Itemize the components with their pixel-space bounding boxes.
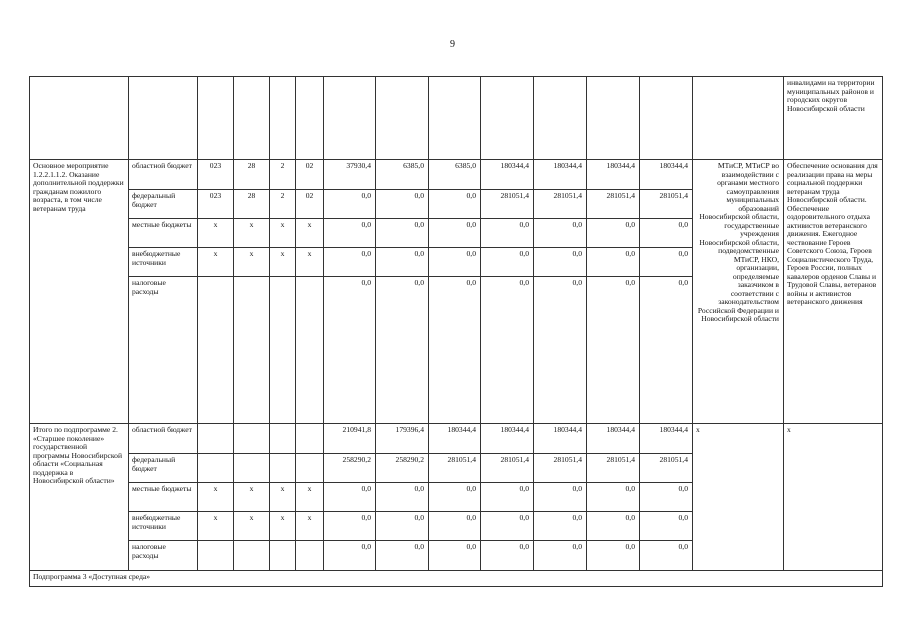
funding-source-cell: внебюджетные источники [129,512,198,541]
amount-cell: 0,0 [429,248,481,277]
budget-code-cell: x [270,248,296,277]
budget-code-cell: x [270,483,296,512]
continuation-result-cell: инвалидами на территории муниципальных районов и городских округов Новосибирской области [784,77,883,160]
amount-cell: 0,0 [587,483,640,512]
budget-code-cell: 2 [270,160,296,190]
amount-cell: 281051,4 [429,454,481,483]
amount-cell: 0,0 [587,541,640,571]
executor-cell: x [693,424,784,571]
amount-cell: 0,0 [587,219,640,248]
amount-cell: 0,0 [534,541,587,571]
funding-source-cell: областной бюджет [129,424,198,454]
amount-cell: 0,0 [429,190,481,219]
funding-source-cell: налоговые расходы [129,277,198,424]
budget-code-cell: x [198,483,234,512]
amount-cell: 0,0 [534,512,587,541]
amount-cell: 0,0 [376,277,429,424]
amount-cell: 0,0 [429,483,481,512]
amount-cell: 210941,8 [324,424,376,454]
amount-cell: 0,0 [376,483,429,512]
funding-source-cell: областной бюджет [129,160,198,190]
budget-code-cell: 023 [198,160,234,190]
budget-code-cell [270,454,296,483]
amount-cell: 0,0 [640,541,693,571]
budget-code-cell: x [234,219,270,248]
budget-code-cell [296,277,324,424]
amount-cell: 0,0 [640,219,693,248]
amount-cell: 0,0 [587,277,640,424]
budget-code-cell [198,541,234,571]
block-subprogram-total [30,424,883,571]
amount-cell: 281051,4 [481,190,534,219]
amount-cell: 180344,4 [640,424,693,454]
amount-cell: 0,0 [376,512,429,541]
funding-row [30,160,883,190]
amount-cell: 0,0 [587,248,640,277]
amount-cell: 0,0 [640,483,693,512]
budget-code-cell: x [270,219,296,248]
budget-code-cell: x [296,248,324,277]
amount-cell: 0,0 [429,277,481,424]
amount-cell: 281051,4 [640,454,693,483]
budget-code-cell: x [198,512,234,541]
amount-cell: 0,0 [481,541,534,571]
expected-result-cell: Обеспечение основания для реализации права на меры социальной поддержки ветеранам труда Новосибирской области. Обеспечение оздоровительного отдыха активистов ветеранского движения. Ежегодное чествование Героев Советского Союза, Героев Социалистического Труда, Героев России, полных кавалеров орденов Славы и Трудовой Славы, ветеранов войны и активистов ветеранского движения [784,160,883,424]
budget-code-cell [198,424,234,454]
budget-code-cell [296,424,324,454]
amount-cell: 0,0 [376,248,429,277]
amount-cell: 0,0 [324,277,376,424]
budget-code-cell: 28 [234,160,270,190]
amount-cell: 0,0 [324,219,376,248]
subprogram-3-row [30,571,883,587]
budget-code-cell [198,277,234,424]
amount-cell: 258290,2 [324,454,376,483]
continuation-row [30,77,883,160]
amount-cell: 180344,4 [429,424,481,454]
amount-cell: 281051,4 [587,190,640,219]
subprogram-3-title: Подпрограмма 3 «Доступная среда» [30,571,883,587]
amount-cell: 281051,4 [481,454,534,483]
amount-cell: 37930,4 [324,160,376,190]
budget-code-cell: 023 [198,190,234,219]
amount-cell: 281051,4 [534,454,587,483]
budget-code-cell [198,454,234,483]
amount-cell: 0,0 [481,277,534,424]
amount-cell: 0,0 [324,248,376,277]
budget-code-cell: 02 [296,190,324,219]
budget-code-cell: 28 [234,190,270,219]
amount-cell: 281051,4 [534,190,587,219]
budget-code-cell: 02 [296,160,324,190]
amount-cell: 0,0 [481,219,534,248]
amount-cell: 0,0 [534,277,587,424]
amount-cell: 0,0 [376,190,429,219]
amount-cell: 0,0 [640,512,693,541]
funding-source-cell: местные бюджеты [129,219,198,248]
amount-cell: 0,0 [587,512,640,541]
program-table [29,76,883,587]
amount-cell: 0,0 [429,541,481,571]
activity-name-cell: Итого по подпрограмме 2. «Старшее поколение» государственной программы Новосибирской области «Социальная поддержка в Новосибирской области» [30,424,129,571]
amount-cell: 0,0 [481,483,534,512]
amount-cell: 0,0 [324,541,376,571]
funding-source-cell: местные бюджеты [129,483,198,512]
amount-cell: 0,0 [429,219,481,248]
budget-code-cell: x [296,512,324,541]
budget-code-cell: x [234,483,270,512]
amount-cell: 180344,4 [481,160,534,190]
amount-cell: 281051,4 [640,190,693,219]
budget-code-cell: x [296,483,324,512]
budget-code-cell: 2 [270,190,296,219]
budget-code-cell [296,454,324,483]
amount-cell: 0,0 [534,483,587,512]
page-number: 9 [450,39,455,50]
amount-cell: 180344,4 [587,160,640,190]
budget-code-cell: x [234,248,270,277]
amount-cell: 0,0 [534,248,587,277]
funding-source-cell: внебюджетные источники [129,248,198,277]
budget-code-cell: x [198,219,234,248]
amount-cell: 180344,4 [481,424,534,454]
executor-cell: МТиСР, МТиСР во взаимодействии с органами местного самоуправления муниципальных образований Новосибирской области, государственные учреждения Новосибирской области, подведомственные МТиСР, НКО, организации, определяемые заказчиком в соответствии с законодательством Российской Федерации и Новосибирской области [693,160,784,424]
budget-code-cell [270,277,296,424]
amount-cell: 258290,2 [376,454,429,483]
amount-cell: 0,0 [429,512,481,541]
amount-cell: 0,0 [324,512,376,541]
amount-cell: 179396,4 [376,424,429,454]
funding-source-cell: федеральный бюджет [129,190,198,219]
block-main-activity [30,160,883,424]
amount-cell: 0,0 [376,541,429,571]
budget-code-cell [234,424,270,454]
budget-code-cell [234,541,270,571]
budget-code-cell [234,277,270,424]
budget-code-cell: x [296,219,324,248]
budget-code-cell: x [198,248,234,277]
budget-code-cell [270,541,296,571]
amount-cell: 6385,0 [376,160,429,190]
budget-code-cell [270,424,296,454]
expected-result-cell: x [784,424,883,571]
amount-cell: 0,0 [376,219,429,248]
amount-cell: 281051,4 [587,454,640,483]
amount-cell: 0,0 [534,219,587,248]
funding-row [30,424,883,454]
funding-source-cell: федеральный бюджет [129,454,198,483]
amount-cell: 0,0 [640,277,693,424]
budget-code-cell [234,454,270,483]
budget-code-cell: x [234,512,270,541]
amount-cell: 180344,4 [587,424,640,454]
amount-cell: 0,0 [324,483,376,512]
budget-code-cell: x [270,512,296,541]
amount-cell: 0,0 [481,512,534,541]
amount-cell: 180344,4 [640,160,693,190]
funding-source-cell: налоговые расходы [129,541,198,571]
amount-cell: 180344,4 [534,160,587,190]
amount-cell: 0,0 [640,248,693,277]
activity-name-cell: Основное мероприятие 1.2.2.1.1.2. Оказание дополнительной поддержки гражданам пожилого возраста, в том числе ветеранам труда [30,160,129,424]
amount-cell: 6385,0 [429,160,481,190]
amount-cell: 0,0 [481,248,534,277]
budget-code-cell [296,541,324,571]
amount-cell: 0,0 [324,190,376,219]
amount-cell: 180344,4 [534,424,587,454]
